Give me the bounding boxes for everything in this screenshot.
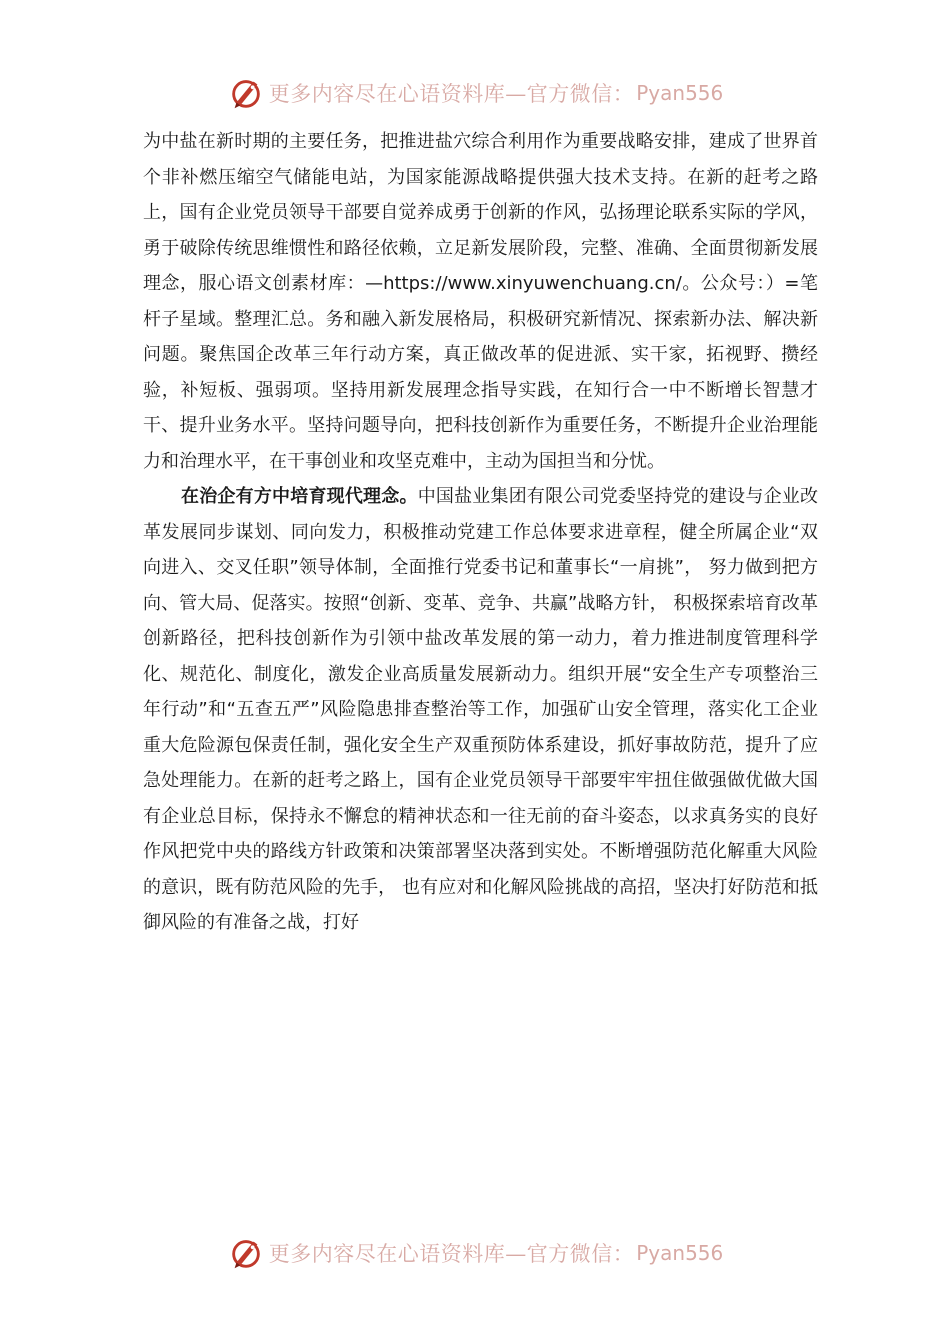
pen-logo-icon xyxy=(227,74,265,112)
header-wechat-id: Pyan556 xyxy=(636,81,724,105)
pen-logo-icon xyxy=(227,1234,265,1272)
footer-banner-text: 更多内容尽在心语资料库—官方微信： xyxy=(268,1242,635,1266)
header-banner xyxy=(0,68,950,118)
paragraph-1 xyxy=(143,124,818,479)
header-banner-text: 更多内容尽在心语资料库—官方微信： xyxy=(268,82,635,106)
paragraph-2-text: 中国盐业集团有限公司党委坚持党的建设与企业改革发展同步谋划、同向发力，积极推动党建工作总体要求进章程，健全所属企业“双向进入、交叉任职”领导体制，全面推行党委书记和董事长“一肩挑”， 努力做到把方向、管大局、促落实。按照“创新、变革、竞争、共赢”战略方针， 积极探索培育改革创新路径，把科技创新作为引领中盐改革发展的第一动力，着力推进制度管理科学化、规范化、制度化，激发企业高质量发展新动力。组织开展“安全生产专项整治三年行动”和“五查五严”风险隐患排查整治等工作，加强矿山安全管理，落实化工企业重大危险源包保责任制，强化安全生产双重预防体系建设，抓好事故防范，提升了应急处理能力。在新的赶考之路上，国有企业党员领导干部要牢牢扭住做强做优做大国有企业总目标，保持永不懈怠的精神状态和一往无前的奋斗姿态，以求真务实的良好作风把党中央的路线方针政策和决策部署坚决落到实处。不断增强防范化解重大风险的意识，既有防范风险的先手， 也有应对和化解风险挑战的高招，坚决打好防范和抵御风险的有准备之战，打好 xyxy=(143,486,819,933)
paragraph-1-text: 为中盐在新时期的主要任务，把推进盐穴综合利用作为重要战略安排，建成了世界首个非补燃压缩空气储能电站，为国家能源战略提供强大技术支持。在新的赶考之路上，国有企业党员领导干部要自觉养成勇于创新的作风，弘扬理论联系实际的学风，勇于破除传统思维惯性和路径依赖，立足新发展阶段，完整、准确、全面贯彻新发展理念，服心语文创素材库：—https://www.xinyuwenchuang.cn/。公众号：）=笔杆子星域。整理汇总。务和融入新发展格局，积极研究新情况、探索新办法、解决新问题。聚焦国企改革三年行动方案，真正做改革的促进派、实干家，拓视野、攒经验，补短板、强弱项。坚持用新发展理念指导实践，在知行合一中不断增长智慧才干、提升业务水平。坚持问题导向，把科技创新作为重要任务，不断提升企业治理能力和治理水平，在干事创业和攻坚克难中，主动为国担当和分忧。 xyxy=(143,131,818,472)
paragraph-2-lead: 在治企有方中培育现代理念。 xyxy=(181,486,418,507)
paragraph-2 xyxy=(143,479,818,941)
footer-wechat-id: Pyan556 xyxy=(636,1241,724,1265)
footer-banner xyxy=(0,1228,950,1278)
document-body xyxy=(143,124,818,941)
